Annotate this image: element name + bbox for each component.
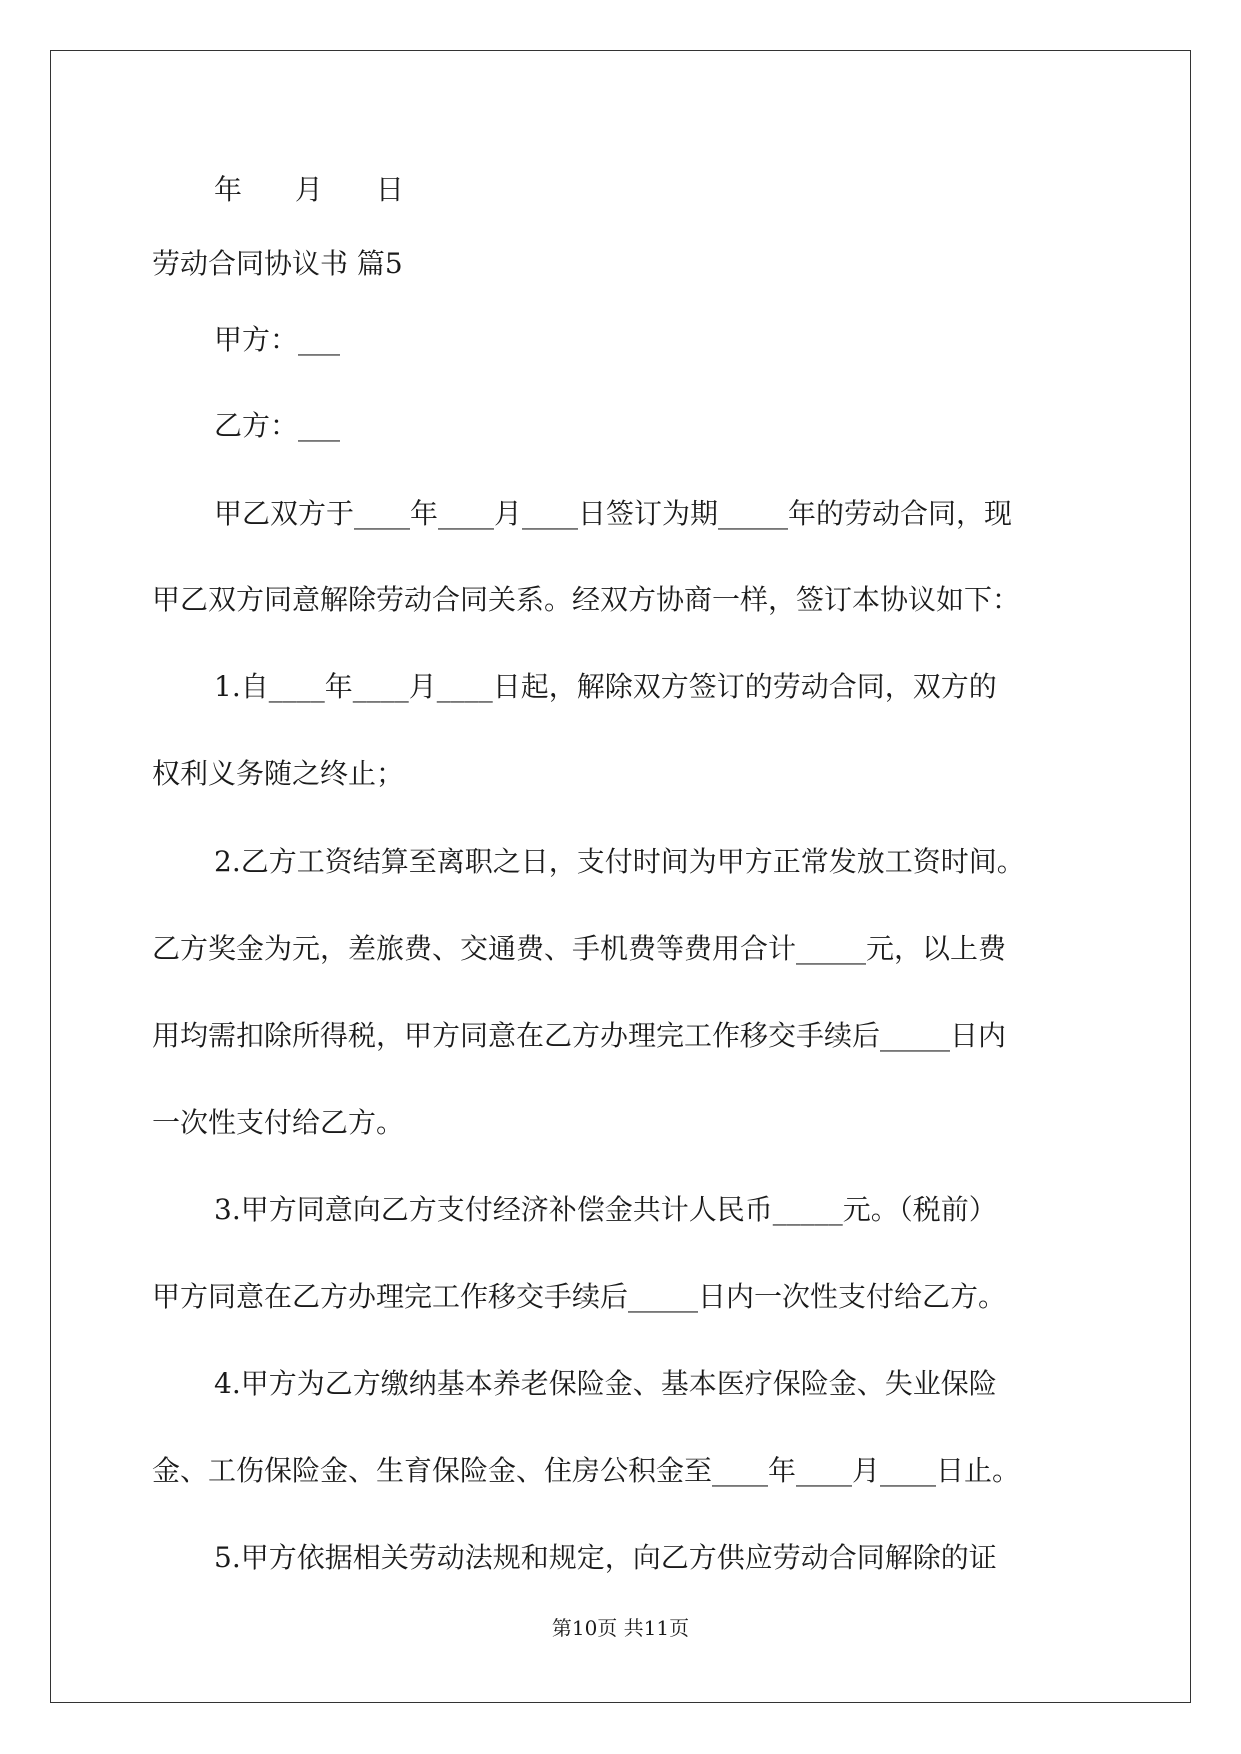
day-label: 日	[375, 173, 404, 206]
body-line: 乙方奖金为元，差旅费、交通费、手机费等费用合计_____元，以上费	[152, 932, 1007, 965]
body-line: 用均需扣除所得税，甲方同意在乙方办理完工作移交手续后_____日内	[152, 1019, 1007, 1052]
date-line	[214, 166, 448, 214]
body-line: 甲乙双方于____年____月____日签订为期_____年的劳动合同，现	[214, 497, 1013, 530]
body-line: 甲方同意在乙方办理完工作移交手续后_____日内一次性支付给乙方。	[152, 1280, 1007, 1313]
party-a-line: 甲方：___	[214, 323, 341, 356]
body-line: 2.乙方工资结算至离职之日，支付时间为甲方正常发放工资时间。	[214, 845, 1025, 878]
body-line: 4.甲方为乙方缴纳基本养老保险金、基本医疗保险金、失业保险	[214, 1367, 997, 1400]
body-line: 甲乙双方同意解除劳动合同关系。经双方协商一样，签订本协议如下：	[152, 583, 1021, 616]
body-line: 3.甲方同意向乙方支付经济补偿金共计人民币_____元。（税前）	[214, 1193, 997, 1226]
body-line: 5.甲方依据相关劳动法规和规定，向乙方供应劳动合同解除的证	[214, 1541, 997, 1574]
party-b-line: 乙方：___	[214, 409, 341, 442]
section-heading: 劳动合同协议书 篇5	[152, 247, 403, 280]
year-label: 年	[214, 173, 243, 206]
body-line: 权利义务随之终止；	[152, 757, 405, 790]
body-line: 1.自____年____月____日起，解除双方签订的劳动合同，双方的	[214, 670, 997, 703]
page-number-footer: 第10页 共11页	[551, 1616, 690, 1640]
month-label: 月	[294, 173, 323, 206]
body-line: 一次性支付给乙方。	[152, 1106, 405, 1139]
body-line: 金、工伤保险金、生育保险金、住房公积金至____年____月____日止。	[152, 1454, 1021, 1487]
